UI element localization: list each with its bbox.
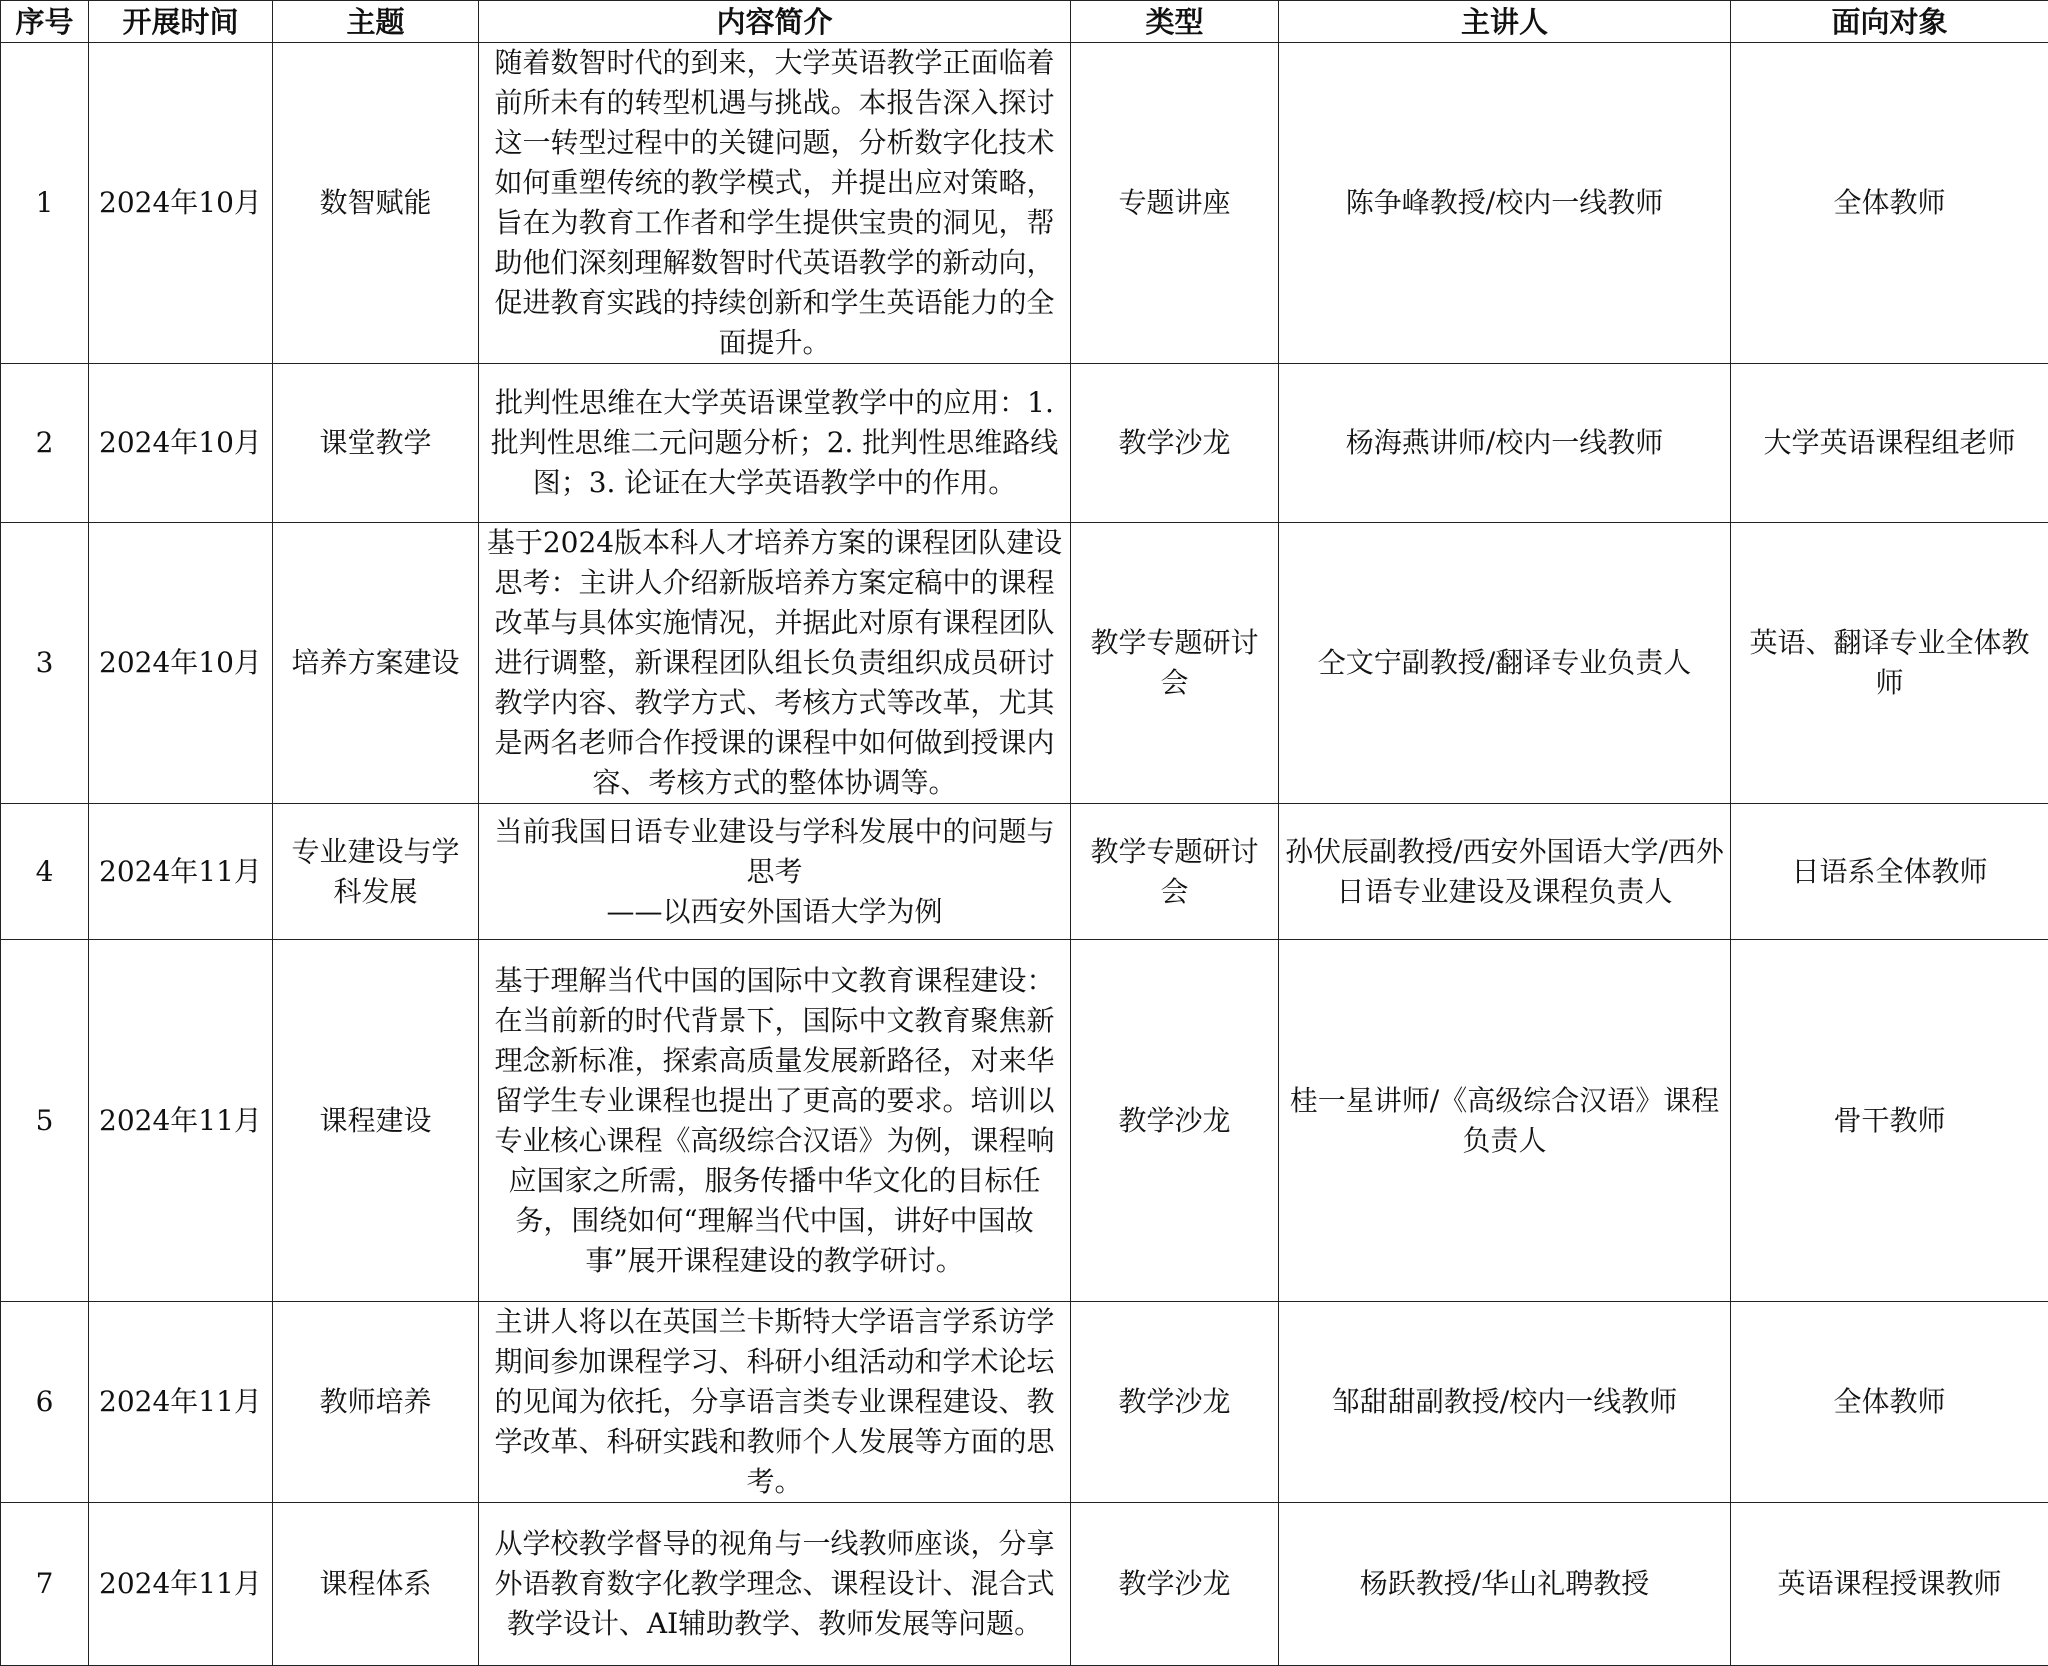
cell-topic: 培养方案建设 bbox=[273, 523, 479, 804]
cell-type: 专题讲座 bbox=[1071, 43, 1279, 364]
table-row bbox=[1, 43, 2048, 364]
table-row bbox=[1, 364, 2048, 523]
cell-no: 1 bbox=[1, 43, 89, 364]
cell-content: 主讲人将以在英国兰卡斯特大学语言学系访学期间参加课程学习、科研小组活动和学术论坛的见闻为依托，分享语言类专业课程建设、教学改革、科研实践和教师个人发展等方面的思考。 bbox=[479, 1302, 1071, 1503]
cell-content: 从学校教学督导的视角与一线教师座谈，分享外语教育数字化教学理念、课程设计、混合式教学设计、AI辅助教学、教师发展等问题。 bbox=[479, 1503, 1071, 1666]
cell-topic: 数智赋能 bbox=[273, 43, 479, 364]
cell-content: 基于2024版本科人才培养方案的课程团队建设思考：主讲人介绍新版培养方案定稿中的课程改革与具体实施情况，并据此对原有课程团队进行调整，新课程团队组长负责组织成员研讨教学内容、教学方式、考核方式等改革，尤其是两名老师合作授课的课程中如何做到授课内容、考核方式的整体协调等。 bbox=[479, 523, 1071, 804]
cell-speaker: 邹甜甜副教授/校内一线教师 bbox=[1279, 1302, 1731, 1503]
cell-audience: 全体教师 bbox=[1731, 1302, 2048, 1503]
header-no: 序号 bbox=[1, 1, 89, 43]
cell-speaker: 桂一星讲师/《高级综合汉语》课程负责人 bbox=[1279, 940, 1731, 1302]
table-row bbox=[1, 804, 2048, 940]
cell-type: 教学沙龙 bbox=[1071, 940, 1279, 1302]
table-row bbox=[1, 1503, 2048, 1666]
cell-no: 5 bbox=[1, 940, 89, 1302]
table-row bbox=[1, 940, 2048, 1302]
cell-topic: 课程体系 bbox=[273, 1503, 479, 1666]
cell-audience: 日语系全体教师 bbox=[1731, 804, 2048, 940]
cell-type: 教学沙龙 bbox=[1071, 364, 1279, 523]
cell-date: 2024年11月 bbox=[89, 1302, 273, 1503]
cell-speaker: 陈争峰教授/校内一线教师 bbox=[1279, 43, 1731, 364]
cell-no: 2 bbox=[1, 364, 89, 523]
header-row bbox=[1, 1, 2048, 43]
cell-date: 2024年10月 bbox=[89, 43, 273, 364]
cell-audience: 英语课程授课教师 bbox=[1731, 1503, 2048, 1666]
cell-date: 2024年10月 bbox=[89, 364, 273, 523]
cell-content: 随着数智时代的到来，大学英语教学正面临着前所未有的转型机遇与挑战。本报告深入探讨这一转型过程中的关键问题，分析数字化技术如何重塑传统的教学模式，并提出应对策略，旨在为教育工作者和学生提供宝贵的洞见，帮助他们深刻理解数智时代英语教学的新动向，促进教育实践的持续创新和学生英语能力的全面提升。 bbox=[479, 43, 1071, 364]
cell-speaker: 孙伏辰副教授/西安外国语大学/西外日语专业建设及课程负责人 bbox=[1279, 804, 1731, 940]
header-speaker: 主讲人 bbox=[1279, 1, 1731, 43]
header-content: 内容简介 bbox=[479, 1, 1071, 43]
content-line: 当前我国日语专业建设与学科发展中的问题与思考 bbox=[485, 812, 1064, 892]
cell-type: 教学专题研讨会 bbox=[1071, 523, 1279, 804]
cell-topic: 课堂教学 bbox=[273, 364, 479, 523]
cell-topic: 专业建设与学科发展 bbox=[273, 804, 479, 940]
cell-audience: 全体教师 bbox=[1731, 43, 2048, 364]
cell-content: 批判性思维在大学英语课堂教学中的应用：1. 批判性思维二元问题分析；2. 批判性思维路线图；3. 论证在大学英语教学中的作用。 bbox=[479, 364, 1071, 523]
header-audience: 面向对象 bbox=[1731, 1, 2048, 43]
cell-date: 2024年11月 bbox=[89, 804, 273, 940]
cell-type: 教学专题研讨会 bbox=[1071, 804, 1279, 940]
table-row bbox=[1, 1302, 2048, 1503]
cell-topic: 教师培养 bbox=[273, 1302, 479, 1503]
cell-no: 6 bbox=[1, 1302, 89, 1503]
header-date: 开展时间 bbox=[89, 1, 273, 43]
header-topic: 主题 bbox=[273, 1, 479, 43]
cell-speaker: 仝文宁副教授/翻译专业负责人 bbox=[1279, 523, 1731, 804]
table-row bbox=[1, 523, 2048, 804]
cell-date: 2024年11月 bbox=[89, 940, 273, 1302]
cell-audience: 大学英语课程组老师 bbox=[1731, 364, 2048, 523]
cell-speaker: 杨跃教授/华山礼聘教授 bbox=[1279, 1503, 1731, 1666]
cell-content: 基于理解当代中国的国际中文教育课程建设：在当前新的时代背景下，国际中文教育聚焦新理念新标准，探索高质量发展新路径，对来华留学生专业课程也提出了更高的要求。培训以专业核心课程《高级综合汉语》为例，课程响应国家之所需，服务传播中华文化的目标任务，围绕如何“理解当代中国，讲好中国故事”展开课程建设的教学研讨。 bbox=[479, 940, 1071, 1302]
header-type: 类型 bbox=[1071, 1, 1279, 43]
content-line: ——以西安外国语大学为例 bbox=[485, 892, 1064, 932]
cell-date: 2024年10月 bbox=[89, 523, 273, 804]
cell-speaker: 杨海燕讲师/校内一线教师 bbox=[1279, 364, 1731, 523]
cell-type: 教学沙龙 bbox=[1071, 1503, 1279, 1666]
cell-no: 3 bbox=[1, 523, 89, 804]
cell-type: 教学沙龙 bbox=[1071, 1302, 1279, 1503]
cell-no: 4 bbox=[1, 804, 89, 940]
cell-audience: 英语、翻译专业全体教师 bbox=[1731, 523, 2048, 804]
cell-audience: 骨干教师 bbox=[1731, 940, 2048, 1302]
cell-date: 2024年11月 bbox=[89, 1503, 273, 1666]
cell-no: 7 bbox=[1, 1503, 89, 1666]
cell-topic: 课程建设 bbox=[273, 940, 479, 1302]
cell-content bbox=[479, 804, 1071, 940]
